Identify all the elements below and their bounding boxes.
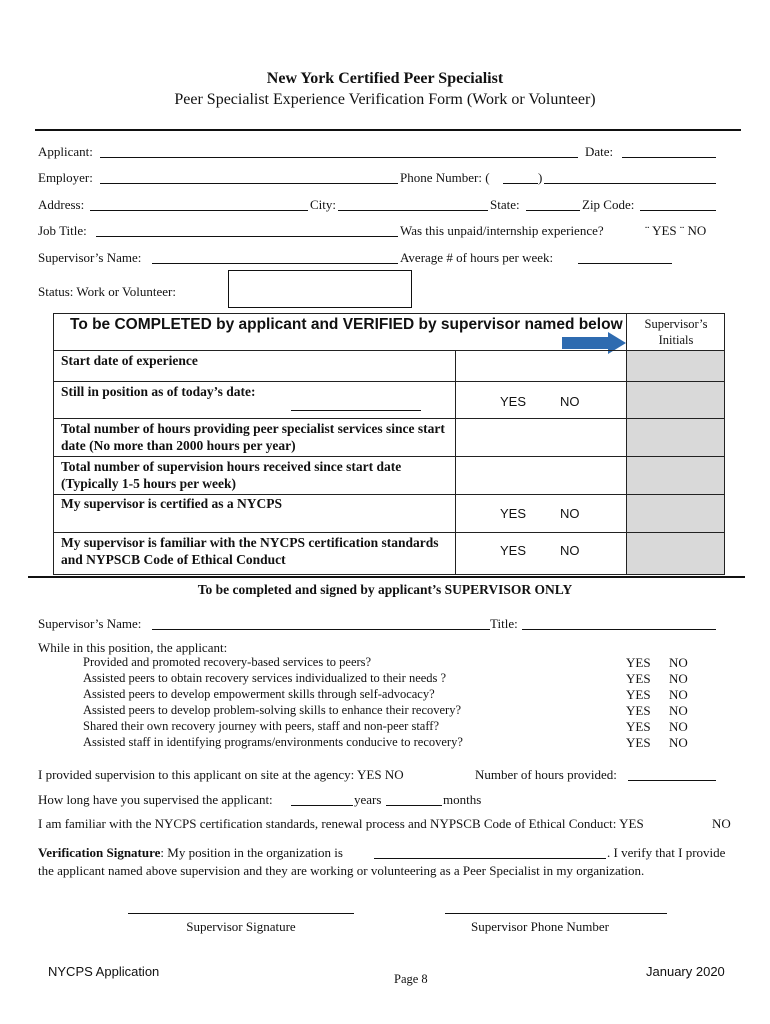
item-5-yes[interactable]: YES — [626, 719, 651, 734]
row-line — [53, 532, 725, 533]
verification-statement — [38, 845, 343, 861]
phone-field[interactable] — [544, 183, 716, 184]
state-label: State: — [490, 197, 520, 212]
item-4-yes[interactable]: YES — [626, 703, 651, 718]
date-label: Date: — [585, 144, 614, 159]
status-label: Status: Work or Volunteer: — [38, 284, 176, 299]
verification-text-1: : My position in the organization is — [160, 845, 343, 860]
item-4: Assisted peers to develop problem-solving skills to enhance their recovery? — [83, 703, 462, 717]
months-field[interactable] — [386, 805, 442, 806]
phone-label: Phone Number: ( — [400, 170, 490, 185]
supervisor-phone-field[interactable] — [445, 913, 667, 914]
item-3-no[interactable]: NO — [669, 687, 688, 702]
footer-right: January 2020 — [646, 964, 725, 979]
item-5-no[interactable]: NO — [669, 719, 688, 734]
city-label: City: — [310, 197, 337, 212]
status-input-box[interactable] — [228, 270, 412, 308]
employer-field[interactable] — [100, 183, 398, 184]
supervisor-initials-header: Supervisor’s Initials — [644, 317, 708, 347]
unpaid-question: Was this unpaid/internship experience? — [400, 223, 604, 238]
applicant-field[interactable] — [100, 157, 578, 158]
years-label: years — [354, 792, 382, 807]
supervisor-signature-field[interactable] — [128, 913, 354, 914]
onsite-supervision[interactable]: I provided supervision to this applicant on site at the agency: YES NO — [38, 767, 404, 782]
row-line — [53, 381, 725, 382]
years-field[interactable] — [291, 805, 353, 806]
city-field[interactable] — [338, 210, 488, 211]
supervisor-certified-yes[interactable]: YES — [500, 506, 527, 521]
supervisor-phone-label: Supervisor Phone Number — [471, 919, 609, 934]
item-6-no[interactable]: NO — [669, 735, 688, 750]
item-6: Assisted staff in identifying programs/environments conducive to recovery? — [83, 735, 463, 749]
row-total-hours: Total number of hours providing peer specialist services since start date (No more than 2000 hours per year) — [61, 421, 445, 453]
supervisor-title-field[interactable] — [522, 629, 716, 630]
supervisor-section-name-field[interactable] — [152, 629, 490, 630]
item-5: Shared their own recovery journey with peers, staff and non-peer staff? — [83, 719, 440, 733]
header-rule — [35, 129, 741, 131]
phone-area-field[interactable] — [503, 183, 538, 184]
hours-provided-field[interactable] — [628, 780, 716, 781]
verification-signature-label: Verification Signature — [38, 845, 161, 860]
familiar-statement[interactable]: I am familiar with the NYCPS certification standards, renewal process and NYPSCB Code of Ethical Conduct: YES — [38, 816, 644, 831]
row-supervisor-familiar: My supervisor is familiar with the NYCPS certification standards and NYPSCB Code of Ethical Conduct — [61, 535, 439, 567]
job-title-label: Job Title: — [38, 223, 87, 238]
supervisor-section-heading: To be completed and signed by applicant’s SUPERVISOR ONLY — [197, 582, 573, 597]
form-title: New York Certified Peer Specialist — [266, 70, 504, 87]
applicant-intro: While in this position, the applicant: — [38, 640, 228, 655]
avg-hours-label: Average # of hours per week: — [400, 250, 554, 265]
position-field[interactable] — [374, 858, 606, 859]
supervisor-certified-no[interactable]: NO — [560, 506, 580, 521]
start-date-input[interactable] — [456, 351, 626, 381]
supervisor-title-label: Title: — [490, 616, 518, 631]
supervisor-name-field[interactable] — [152, 263, 398, 264]
initials-column — [627, 351, 724, 574]
familiar-no[interactable]: NO — [712, 816, 731, 831]
state-field[interactable] — [526, 210, 580, 211]
row-start-date: Start date of experience — [61, 353, 198, 368]
item-1: Provided and promoted recovery-based services to peers? — [83, 655, 372, 669]
section-divider — [28, 576, 745, 578]
item-2-yes[interactable]: YES — [626, 671, 651, 686]
verification-text-3: the applicant named above supervision and they are working or volunteering as a Peer Specialist in my organization. — [38, 863, 645, 878]
months-label: months — [443, 792, 482, 807]
supervisor-familiar-no[interactable]: NO — [560, 543, 580, 558]
item-3: Assisted peers to develop empowerment skills through self-advocacy? — [83, 687, 435, 701]
zip-field[interactable] — [640, 210, 716, 211]
applicant-label: Applicant: — [38, 144, 93, 159]
total-hours-input[interactable] — [456, 419, 626, 456]
address-label: Address: — [38, 197, 85, 212]
row-supervisor-certified: My supervisor is certified as a NYCPS — [61, 496, 282, 511]
still-in-position-yes[interactable]: YES — [500, 394, 527, 409]
avg-hours-field[interactable] — [578, 263, 672, 264]
address-field[interactable] — [90, 210, 308, 211]
item-2: Assisted peers to obtain recovery services individualized to their needs ? — [83, 671, 447, 685]
supervisor-familiar-yes[interactable]: YES — [500, 543, 527, 558]
item-1-no[interactable]: NO — [669, 655, 688, 670]
how-long-label: How long have you supervised the applicant: — [38, 792, 273, 807]
zip-label: Zip Code: — [582, 197, 635, 212]
supervisor-section-name-label: Supervisor’s Name: — [38, 616, 142, 631]
still-in-position-no[interactable]: NO — [560, 394, 580, 409]
phone-close: ) — [538, 170, 543, 185]
item-6-yes[interactable]: YES — [626, 735, 651, 750]
footer-left: NYCPS Application — [48, 964, 160, 979]
item-3-yes[interactable]: YES — [626, 687, 651, 702]
supervision-hours-input[interactable] — [456, 457, 626, 494]
supervisor-signature-label: Supervisor Signature — [186, 919, 296, 934]
supervisor-name-label: Supervisor’s Name: — [38, 250, 142, 265]
item-1-yes[interactable]: YES — [626, 655, 651, 670]
employer-label: Employer: — [38, 170, 93, 185]
still-in-position-date-field[interactable] — [291, 410, 421, 411]
date-field[interactable] — [622, 157, 716, 158]
row-line — [53, 494, 725, 495]
form-subtitle: Peer Specialist Experience Verification Form (Work or Volunteer) — [174, 91, 596, 108]
hours-provided-label: Number of hours provided: — [475, 767, 617, 782]
item-2-no[interactable]: NO — [669, 671, 688, 686]
page-number: Page 8 — [394, 972, 428, 986]
job-title-field[interactable] — [96, 236, 398, 237]
row-supervision-hours: Total number of supervision hours received since start date (Typically 1-5 hours per week) — [61, 459, 402, 491]
verification-text-2: . I verify that I provide — [607, 845, 726, 860]
table-header: To be COMPLETED by applicant and VERIFIED by supervisor named below — [70, 316, 623, 333]
item-4-no[interactable]: NO — [669, 703, 688, 718]
row-still-in-position: Still in position as of today’s date: — [61, 384, 256, 399]
unpaid-yes-no-checkboxes[interactable]: ¨ YES ¨ NO — [645, 223, 707, 238]
